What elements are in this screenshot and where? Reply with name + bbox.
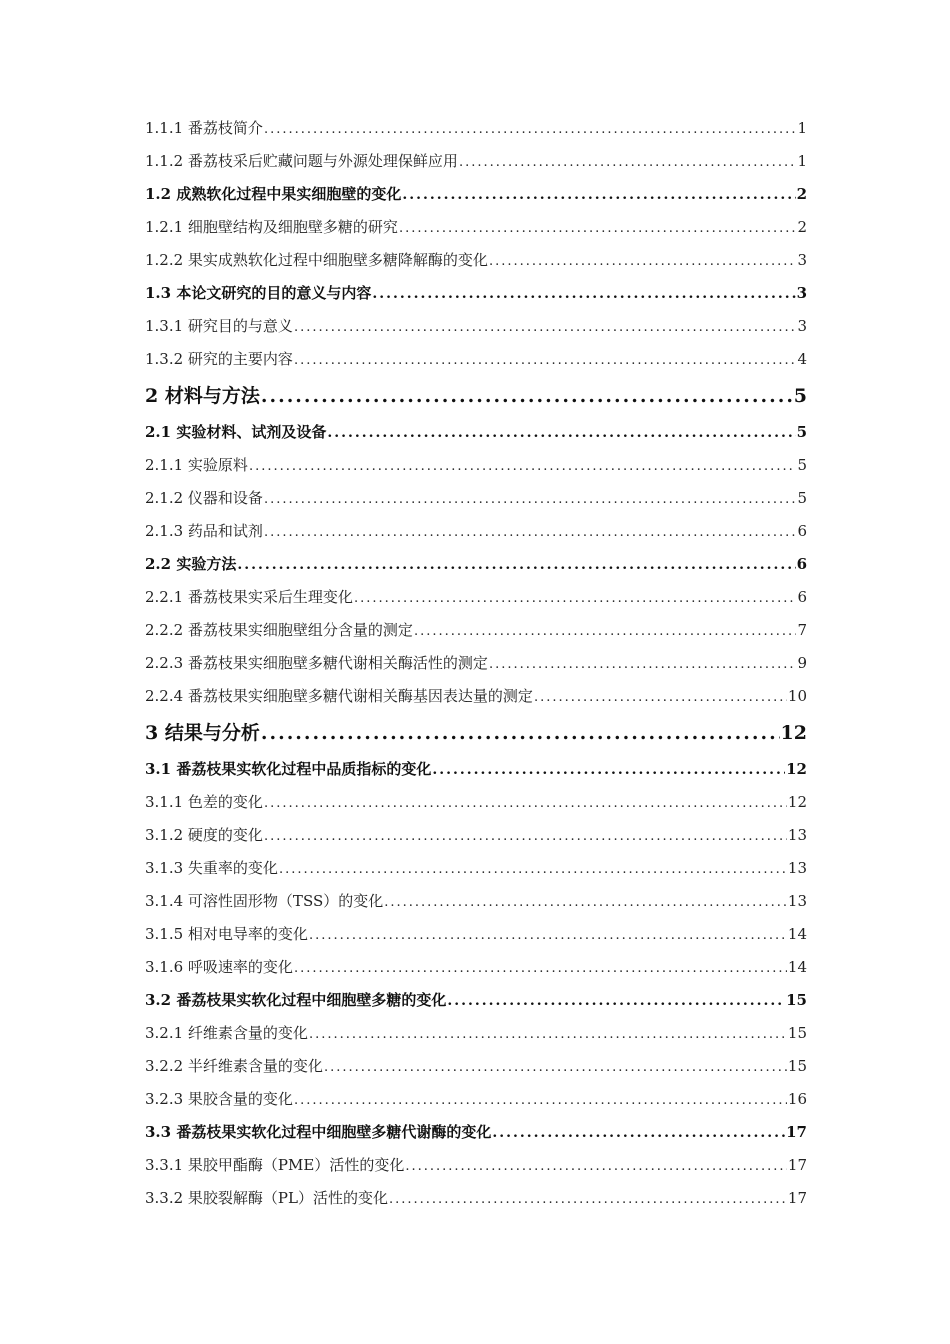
toc-entry-page-number: 13 [787,892,807,910]
toc-entry[interactable] [145,244,807,277]
toc-entry-title: 3.2.1 纤维素含量的变化 [145,1024,308,1042]
toc-entry[interactable] [145,1182,807,1215]
toc-entry-title: 3.1.4 可溶性固形物（TSS）的变化 [145,892,384,910]
toc-entry-title: 1.3.1 研究目的与意义 [145,317,293,335]
toc-entry-title: 1.3.2 研究的主要内容 [145,350,293,368]
toc-entry[interactable] [145,1017,807,1050]
toc-entry[interactable] [145,482,807,515]
toc-entry[interactable] [145,548,807,581]
toc-entry-page-number: 1 [797,152,807,170]
toc-entry-page-number: 6 [797,522,807,540]
toc-dot-leader [492,1117,785,1150]
toc-dot-leader [489,648,797,681]
toc-entry-title: 2.2.3 番荔枝果实细胞壁多糖代谢相关酶活性的测定 [145,654,488,672]
toc-dot-leader [324,1051,787,1084]
toc-entry[interactable] [145,1116,807,1149]
toc-dot-leader [294,311,797,344]
toc-entry[interactable] [145,1149,807,1182]
toc-entry-title: 3.3.2 果胶裂解酶（PL）活性的变化 [145,1189,388,1207]
toc-dot-leader [372,278,795,311]
toc-dot-leader [327,417,795,450]
toc-dot-leader [294,344,797,377]
toc-entry-page-number: 9 [797,654,807,672]
toc-entry-title: 3 结果与分析 [145,722,260,744]
toc-entry-title: 1.1.2 番荔枝采后贮藏问题与外源处理保鲜应用 [145,152,458,170]
toc-dot-leader [261,713,780,753]
toc-dot-leader [384,886,787,919]
toc-dot-leader [489,245,797,278]
toc-entry-page-number: 13 [787,826,807,844]
toc-entry[interactable] [145,885,807,918]
toc-entry-title: 1.1.1 番荔枝简介 [145,119,263,137]
toc-entry-page-number: 17 [787,1156,807,1174]
toc-entry[interactable] [145,1083,807,1116]
toc-entry-title: 2.1.1 实验原料 [145,456,248,474]
toc-entry-page-number: 17 [786,1123,807,1141]
toc-entry-title: 3.2.2 半纤维素含量的变化 [145,1057,323,1075]
toc-entry[interactable] [145,211,807,244]
toc-dot-leader [432,754,785,787]
toc-entry[interactable] [145,918,807,951]
toc-entry-page-number: 3 [797,251,807,269]
toc-entry-title: 2 材料与方法 [145,385,260,407]
toc-entry-page-number: 14 [787,925,807,943]
toc-dot-leader [447,985,785,1018]
toc-entry[interactable] [145,581,807,614]
toc-dot-leader [279,853,787,886]
toc-dot-leader [249,450,797,483]
toc-dot-leader [414,615,797,648]
toc-entry-title: 2.2.4 番荔枝果实细胞壁多糖代谢相关酶基因表达量的测定 [145,687,533,705]
toc-dot-leader [534,681,787,714]
toc-entry-title: 1.2.2 果实成熟软化过程中细胞壁多糖降解酶的变化 [145,251,488,269]
toc-entry[interactable] [145,647,807,680]
toc-dot-leader [389,1183,787,1216]
toc-entry-title: 3.1.1 色差的变化 [145,793,263,811]
toc-entry-title: 2.1.3 药品和试剂 [145,522,263,540]
toc-entry[interactable] [145,376,807,416]
toc-dot-leader [459,146,797,179]
toc-entry[interactable] [145,515,807,548]
toc-entry-page-number: 13 [787,859,807,877]
toc-entry-page-number: 10 [787,687,807,705]
toc-dot-leader [264,113,797,146]
toc-entry-title: 1.2 成熟软化过程中果实细胞壁的变化 [145,185,402,203]
toc-entry-title: 3.1.2 硬度的变化 [145,826,263,844]
toc-dot-leader [294,952,787,985]
toc-entry-page-number: 1 [797,119,807,137]
toc-entry-title: 1.2.1 细胞壁结构及细胞壁多糖的研究 [145,218,398,236]
toc-entry[interactable] [145,343,807,376]
toc-entry[interactable] [145,713,807,753]
toc-entry-page-number: 6 [796,555,807,573]
toc-entry-title: 3.1 番荔枝果实软化过程中品质指标的变化 [145,760,432,778]
toc-entry[interactable] [145,145,807,178]
toc-entry-title: 2.2.1 番荔枝果实采后生理变化 [145,588,353,606]
toc-dot-leader [399,212,797,245]
toc-dot-leader [354,582,797,615]
toc-entry-title: 3.3.1 果胶甲酯酶（PME）活性的变化 [145,1156,405,1174]
table-of-contents [145,112,807,1215]
toc-entry-page-number: 3 [796,284,807,302]
toc-entry[interactable] [145,852,807,885]
toc-entry[interactable] [145,178,807,211]
toc-entry-page-number: 12 [787,793,807,811]
toc-entry[interactable] [145,112,807,145]
toc-dot-leader [402,179,795,212]
toc-entry-page-number: 4 [797,350,807,368]
toc-entry-page-number: 15 [787,1024,807,1042]
toc-dot-leader [264,787,787,820]
toc-entry-page-number: 2 [796,185,807,203]
toc-entry-page-number: 7 [797,621,807,639]
toc-dot-leader [264,516,797,549]
toc-entry-title: 3.1.6 呼吸速率的变化 [145,958,293,976]
toc-entry-title: 1.3 本论文研究的目的意义与内容 [145,284,372,302]
toc-entry-page-number: 5 [793,385,807,407]
toc-entry-title: 2.2.2 番荔枝果实细胞壁组分含量的测定 [145,621,413,639]
toc-entry-page-number: 15 [787,1057,807,1075]
toc-entry[interactable] [145,786,807,819]
toc-entry-page-number: 15 [786,991,807,1009]
toc-entry-title: 3.1.3 失重率的变化 [145,859,278,877]
toc-entry-page-number: 12 [786,760,807,778]
toc-entry-page-number: 12 [780,722,807,744]
toc-dot-leader [264,483,797,516]
toc-entry-title: 2.1 实验材料、试剂及设备 [145,423,327,441]
toc-entry-page-number: 16 [787,1090,807,1108]
toc-entry-title: 2.2 实验方法 [145,555,237,573]
toc-entry-page-number: 3 [797,317,807,335]
toc-dot-leader [405,1150,787,1183]
toc-entry[interactable] [145,680,807,713]
toc-entry-title: 3.1.5 相对电导率的变化 [145,925,308,943]
toc-dot-leader [309,1018,787,1051]
toc-entry[interactable] [145,753,807,786]
toc-dot-leader [294,1084,787,1117]
toc-entry-page-number: 14 [787,958,807,976]
toc-entry[interactable] [145,1050,807,1083]
toc-entry-title: 2.1.2 仪器和设备 [145,489,263,507]
toc-entry-title: 3.3 番荔枝果实软化过程中细胞壁多糖代谢酶的变化 [145,1123,492,1141]
toc-entry[interactable] [145,277,807,310]
toc-entry-page-number: 6 [797,588,807,606]
toc-entry-page-number: 5 [797,456,807,474]
toc-dot-leader [261,376,793,416]
toc-entry-page-number: 5 [797,489,807,507]
toc-entry-page-number: 2 [797,218,807,236]
toc-entry[interactable] [145,449,807,482]
toc-entry-page-number: 5 [796,423,807,441]
toc-dot-leader [237,549,795,582]
toc-entry[interactable] [145,310,807,343]
toc-entry[interactable] [145,416,807,449]
toc-entry[interactable] [145,984,807,1017]
toc-dot-leader [264,820,787,853]
toc-entry-title: 3.2 番荔枝果实软化过程中细胞壁多糖的变化 [145,991,447,1009]
toc-entry[interactable] [145,951,807,984]
toc-entry[interactable] [145,614,807,647]
toc-entry-title: 3.2.3 果胶含量的变化 [145,1090,293,1108]
toc-dot-leader [309,919,787,952]
toc-entry[interactable] [145,819,807,852]
toc-entry-page-number: 17 [787,1189,807,1207]
